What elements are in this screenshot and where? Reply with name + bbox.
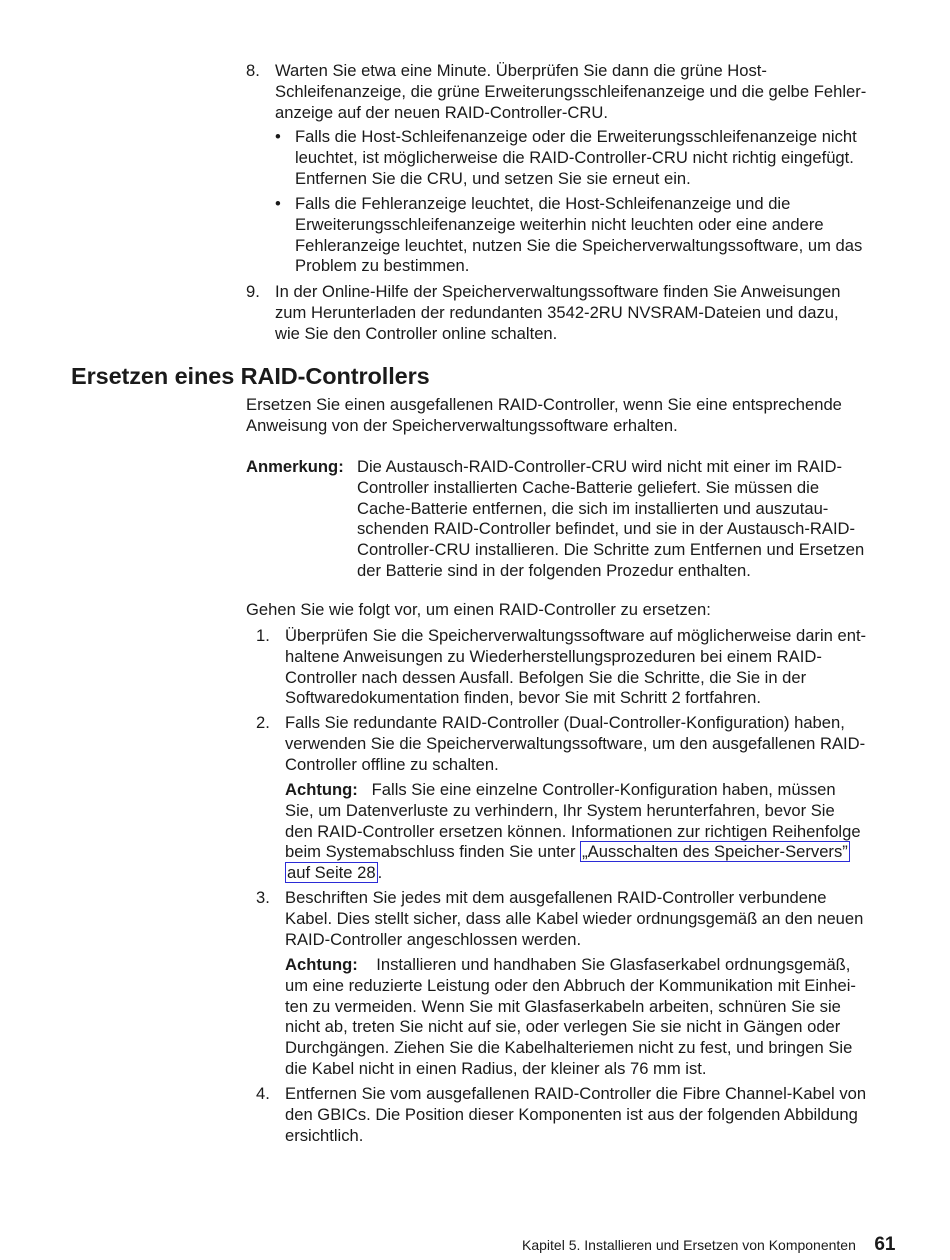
attention-block <box>285 780 861 884</box>
procedure-step-2 <box>285 713 865 775</box>
procedure-step-number: 1. <box>256 626 270 645</box>
text-line: zum Herunterladen der redundanten 3542-2RU NVSRAM-Dateien und dazu, <box>275 302 839 322</box>
text-line: Controller offline zu schalten. <box>285 754 499 774</box>
text-line: Falls Sie redundante RAID-Controller (Dual-Controller-Konfiguration) haben, <box>285 713 845 732</box>
text-line: Controller-CRU installieren. Die Schritte zum Entfernen und Ersetzen <box>357 540 865 560</box>
text-line: Sie, um Datenverluste zu verhindern, Ihr System herunterfahren, bevor Sie <box>285 800 835 820</box>
text-line: verwenden Sie die Speicherverwaltungssoftware, um den ausgefallenen RAID- <box>285 733 866 753</box>
cross-reference-link[interactable]: „Ausschalten des Speicher-Servers” <box>582 842 848 862</box>
text-line: In der Online-Hilfe der Speicherverwaltungssoftware finden Sie Anweisungen <box>275 282 841 301</box>
text-line: RAID-Controller angeschlossen werden. <box>285 929 582 949</box>
attention-label: Achtung: <box>285 955 358 974</box>
step-9-number: 9. <box>246 282 260 301</box>
text-line: Controller installierten Cache-Batterie geliefert. Sie müssen die <box>357 477 820 497</box>
text-line: den RAID-Controller ersetzen können. Informationen zur richtigen Reihenfolge <box>285 821 861 841</box>
bullet-item <box>295 127 857 189</box>
attention-block <box>285 955 856 1080</box>
procedure-step-1 <box>285 626 866 709</box>
bullet-marker: • <box>275 127 281 146</box>
text-line: Erweiterungsschleifenanzeige weiterhin nicht leuchten oder eine andere <box>295 214 824 234</box>
text-line: Entfernen Sie die CRU, und setzen Sie sie erneut ein. <box>295 168 691 188</box>
procedure-step-number: 3. <box>256 888 270 907</box>
text-line: Falls die Fehleranzeige leuchtet, die Host-Schleifenanzeige und die <box>295 194 791 213</box>
note-text <box>357 457 864 582</box>
procedure-step-3 <box>285 888 863 950</box>
text-segment: Falls Sie eine einzelne Controller-Konfiguration haben, müssen <box>371 780 836 799</box>
step-8-number: 8. <box>246 61 260 80</box>
text-line: Überprüfen Sie die Speicherverwaltungssoftware auf möglicherweise darin ent- <box>285 626 867 645</box>
text-line: Softwaredokumentation finden, bevor Sie mit Schritt 2 fortfahren. <box>285 688 761 708</box>
text-line: den GBICs. Die Position dieser Komponenten ist aus der folgenden Abbildung <box>285 1104 858 1124</box>
procedure-intro: Gehen Sie wie folgt vor, um einen RAID-Controller zu ersetzen: <box>246 600 711 619</box>
step-9-text <box>275 282 840 344</box>
attention-label: Achtung: <box>285 780 358 799</box>
text-line-with-link <box>285 842 861 863</box>
text-line: Kabel. Dies stellt sicher, dass alle Kabel wieder ordnungsgemäß an den neuen <box>285 908 864 928</box>
text-line: ersichtlich. <box>285 1125 364 1145</box>
text-line: der Batterie sind in der folgenden Prozedur enthalten. <box>357 560 751 580</box>
text-line: Beschriften Sie jedes mit dem ausgefallenen RAID-Controller verbundene <box>285 888 827 907</box>
bullet-marker: • <box>275 194 281 213</box>
text-line: Anweisung von der Speicherverwaltungssoftware erhalten. <box>246 415 678 435</box>
procedure-step-number: 2. <box>256 713 270 732</box>
text-line: leuchtet, ist möglicherweise die RAID-Controller-CRU nicht richtig eingefügt. <box>295 147 854 167</box>
text-line: schenden RAID-Controller befindet, und sie in der Austausch-RAID- <box>357 519 856 539</box>
text-line: Controller nach dessen Ausfall. Befolgen Sie die Schritte, die Sie in der <box>285 667 807 687</box>
text-line: Fehleranzeige leuchtet, nutzen Sie die Speicherverwaltungssoftware, um das <box>295 235 863 255</box>
text-line: wie Sie den Controller online schalten. <box>275 323 558 343</box>
procedure-step-4 <box>285 1084 866 1146</box>
text-line: Entfernen Sie vom ausgefallenen RAID-Controller die Fibre Channel-Kabel von <box>285 1084 867 1103</box>
section-heading: Ersetzen eines RAID-Controllers <box>71 363 430 389</box>
text-segment: . <box>377 863 383 883</box>
attention-first-line <box>285 955 856 976</box>
text-line: Die Austausch-RAID-Controller-CRU wird nicht mit einer im RAID- <box>357 457 843 476</box>
text-line: haltene Anweisungen zu Wiederherstellungsprozeduren bei einem RAID- <box>285 646 822 666</box>
text-segment: beim Systemabschluss finden Sie unter <box>285 842 581 862</box>
section-intro <box>246 395 842 437</box>
text-line: Durchgängen. Ziehen Sie die Kabelhalteriemen nicht zu fest, und bringen Sie <box>285 1038 853 1058</box>
note-label: Anmerkung: <box>246 457 344 476</box>
text-line: die Kabel nicht in einen Radius, der kleiner als 76 mm ist. <box>285 1058 707 1078</box>
text-line: Falls die Host-Schleifenanzeige oder die Erweiterungsschleifenanzeige nicht <box>295 127 857 146</box>
text-segment: Installieren und handhaben Sie Glasfaserkabel ordnungsgemäß, <box>376 955 851 974</box>
text-line: Schleifenanzeige, die grüne Erweiterungsschleifenanzeige und die gelbe Fehler- <box>275 81 867 101</box>
text-line: Problem zu bestimmen. <box>295 256 470 276</box>
text-line: Cache-Batterie entfernen, die sich im installierten und auszutau- <box>357 498 829 518</box>
procedure-step-number: 4. <box>256 1084 270 1103</box>
text-line-with-link <box>285 863 861 884</box>
step-8-text <box>275 61 866 123</box>
page-number: 61 <box>874 1234 896 1255</box>
footer-chapter: Kapitel 5. Installieren und Ersetzen von Komponenten <box>522 1237 856 1253</box>
text-line: um eine reduzierte Leistung oder den Abbruch der Kommunikation mit Einhei- <box>285 975 856 995</box>
text-line: Warten Sie etwa eine Minute. Überprüfen Sie dann die grüne Host- <box>275 61 767 80</box>
text-line: nicht ab, treten Sie nicht auf sie, oder verlegen Sie sie nicht in Gängen oder <box>285 1017 841 1037</box>
cross-reference-link-page[interactable]: auf Seite 28 <box>287 863 376 883</box>
attention-first-line <box>285 780 861 801</box>
bullet-item <box>295 194 862 277</box>
text-line: Ersetzen Sie einen ausgefallenen RAID-Controller, wenn Sie eine entsprechende <box>246 395 842 414</box>
text-line: anzeige auf der neuen RAID-Controller-CRU. <box>275 102 608 122</box>
page-footer <box>522 1234 895 1256</box>
text-line: ten zu vermeiden. Wenn Sie mit Glasfaserkabeln arbeiten, schnüren Sie sie <box>285 996 841 1016</box>
